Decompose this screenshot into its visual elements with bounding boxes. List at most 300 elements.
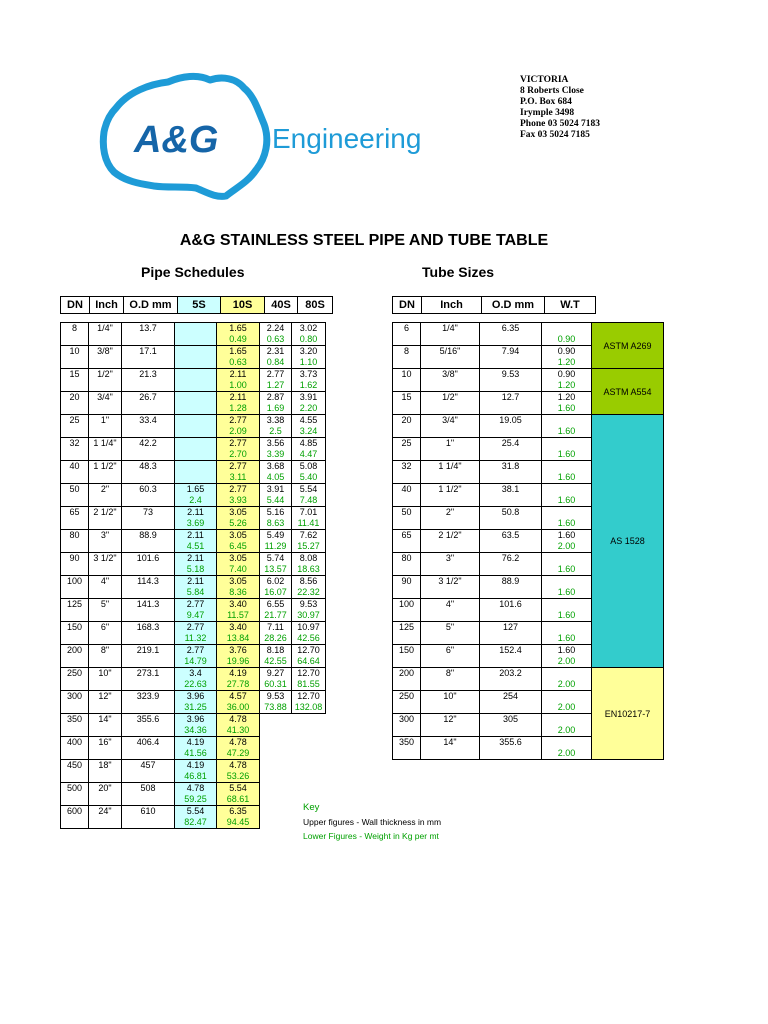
- dn-cell: 150: [393, 645, 421, 668]
- schedule-10s-cell: [217, 691, 260, 714]
- wall-thickness-cell: [542, 507, 592, 530]
- weight-value: 16.07: [264, 587, 287, 597]
- wall-thickness-value: 3.05: [229, 530, 247, 540]
- wall-thickness-value: 3.40: [229, 599, 247, 609]
- weight-value: 64.64: [297, 656, 320, 666]
- od-cell: 88.9: [122, 530, 175, 553]
- wall-thickness-value: [175, 461, 216, 472]
- schedule-5s-cell: [175, 783, 217, 806]
- wall-thickness-value: 2.11: [187, 553, 204, 563]
- table-row: [61, 392, 326, 415]
- weight-value: 94.45: [226, 817, 250, 827]
- wall-thickness-value: 2.11: [229, 369, 247, 379]
- weight-value: 0.49: [229, 334, 247, 344]
- schedule-5s-cell: [175, 484, 217, 507]
- weight-value: 27.78: [226, 679, 250, 689]
- inch-cell: 18": [89, 760, 122, 783]
- weight-value: 8.63: [266, 518, 285, 528]
- weight-value: 2.00: [557, 541, 576, 551]
- wall-thickness-value: 3.56: [266, 438, 285, 448]
- od-cell: 9.53: [480, 369, 542, 392]
- weight-value: [175, 357, 216, 368]
- weight-value: 82.47: [184, 817, 207, 827]
- standard-cell: [592, 415, 664, 668]
- od-cell: 355.6: [122, 714, 175, 737]
- wall-thickness-value: [542, 323, 591, 334]
- weight-value: 2.09: [229, 426, 247, 436]
- inch-cell: 10": [421, 691, 480, 714]
- schedule-40s-cell: [260, 599, 292, 622]
- weight-value: 2.20: [299, 403, 318, 413]
- inch-cell: 4": [421, 599, 480, 622]
- company-address: [520, 75, 600, 141]
- wall-thickness-value: [542, 507, 591, 518]
- weight-value: [175, 380, 216, 391]
- schedule-80s-cell: [292, 691, 326, 714]
- wall-thickness-value: 4.78: [229, 760, 247, 770]
- table-row: [61, 599, 326, 622]
- schedule-5s-cell: [175, 737, 217, 760]
- weight-value: 68.61: [226, 794, 250, 804]
- wall-thickness-value: 8.08: [299, 553, 318, 563]
- wall-thickness-cell: [542, 691, 592, 714]
- dn-cell: 300: [61, 691, 89, 714]
- od-cell: 73: [122, 507, 175, 530]
- od-cell: 168.3: [122, 622, 175, 645]
- schedule-10s-cell: [217, 415, 260, 438]
- wall-thickness-cell: [542, 599, 592, 622]
- wall-thickness-value: 9.27: [266, 668, 285, 678]
- weight-value: 1.00: [229, 380, 247, 390]
- weight-value: 1.60: [557, 449, 576, 459]
- ag-engineering-logo: [98, 70, 438, 202]
- weight-value: 1.28: [229, 403, 247, 413]
- weight-value: 2.00: [557, 748, 576, 758]
- od-cell: 101.6: [480, 599, 542, 622]
- dn-cell: 65: [393, 530, 421, 553]
- schedule-40s-cell: [260, 346, 292, 369]
- dn-cell: 65: [61, 507, 89, 530]
- wall-thickness-value: 3.05: [229, 507, 247, 517]
- table-row: [61, 346, 326, 369]
- wall-thickness-value: 3.02: [299, 323, 318, 333]
- wall-thickness-value: 4.85: [299, 438, 318, 448]
- weight-value: 1.20: [557, 357, 576, 367]
- weight-value: 2.00: [557, 656, 576, 666]
- od-cell: 219.1: [122, 645, 175, 668]
- wall-thickness-value: 4.57: [229, 691, 247, 701]
- weight-value: 41.30: [226, 725, 250, 735]
- weight-value: 47.29: [226, 748, 250, 758]
- weight-value: 5.84: [186, 587, 205, 597]
- schedule-10s-cell: [217, 760, 260, 783]
- wall-thickness-value: 1.60: [557, 530, 576, 540]
- weight-value: 1.60: [557, 495, 576, 505]
- wall-thickness-value: [542, 553, 591, 564]
- weight-value: 19.96: [226, 656, 250, 666]
- schedule-80s-cell: [292, 668, 326, 691]
- od-cell: 26.7: [122, 392, 175, 415]
- schedule-10s-cell: [217, 714, 260, 737]
- weight-value: 2.70: [229, 449, 247, 459]
- schedule-40s-cell: [260, 691, 292, 714]
- od-cell: 50.8: [480, 507, 542, 530]
- schedule-40s-cell: [260, 323, 292, 346]
- legend-key: [303, 801, 441, 843]
- wall-thickness-value: 7.01: [299, 507, 318, 517]
- wall-thickness-value: 2.87: [266, 392, 285, 402]
- dn-cell: 20: [61, 392, 89, 415]
- od-cell: 19.05: [480, 415, 542, 438]
- wall-thickness-value: 3.40: [229, 622, 247, 632]
- table-row: [61, 530, 326, 553]
- weight-value: 11.41: [297, 518, 320, 528]
- dn-cell: 80: [61, 530, 89, 553]
- table-row: [61, 691, 326, 714]
- wall-thickness-value: 2.31: [266, 346, 285, 356]
- schedule-5s-cell: [175, 415, 217, 438]
- od-cell: 76.2: [480, 553, 542, 576]
- wall-thickness-value: [542, 668, 591, 679]
- standard-label: AS 1528: [610, 536, 645, 546]
- table-row: [61, 323, 326, 346]
- od-cell: 355.6: [480, 737, 542, 760]
- od-cell: 508: [122, 783, 175, 806]
- col-header-od: O.D mm: [482, 297, 545, 314]
- dn-cell: 125: [61, 599, 89, 622]
- inch-cell: 6": [89, 622, 122, 645]
- wall-thickness-cell: [542, 323, 592, 346]
- inch-cell: 5": [89, 599, 122, 622]
- table-row: [61, 415, 326, 438]
- dn-cell: 250: [393, 691, 421, 714]
- od-cell: 141.3: [122, 599, 175, 622]
- weight-value: 9.47: [186, 610, 205, 620]
- schedule-40s-cell: [260, 576, 292, 599]
- schedule-10s-cell: [217, 461, 260, 484]
- wall-thickness-value: 4.78: [229, 714, 247, 724]
- wall-thickness-value: 2.77: [229, 438, 247, 448]
- dn-cell: 600: [61, 806, 89, 829]
- inch-cell: 8": [89, 645, 122, 668]
- wall-thickness-value: 3.68: [266, 461, 285, 471]
- table-row: [61, 668, 326, 691]
- weight-value: 132.08: [294, 702, 323, 712]
- wall-thickness-value: 5.74: [266, 553, 285, 563]
- wall-thickness-value: [175, 438, 216, 449]
- wall-thickness-cell: [542, 369, 592, 392]
- schedule-40s-cell: [260, 645, 292, 668]
- address-line: P.O. Box 684: [520, 97, 572, 107]
- od-cell: 457: [122, 760, 175, 783]
- od-cell: 63.5: [480, 530, 542, 553]
- weight-value: 3.69: [186, 518, 205, 528]
- wall-thickness-value: [175, 415, 216, 426]
- table-row: [393, 323, 664, 346]
- wall-thickness-value: 2.11: [229, 392, 247, 402]
- dn-cell: 350: [393, 737, 421, 760]
- weight-value: 11.57: [227, 610, 249, 620]
- weight-value: 46.81: [184, 771, 207, 781]
- pipe-header-table: [60, 296, 333, 314]
- weight-value: 15.27: [297, 541, 320, 551]
- weight-value: 1.69: [266, 403, 285, 413]
- wall-thickness-value: [542, 415, 591, 426]
- wall-thickness-value: 2.11: [187, 576, 204, 586]
- weight-value: 3.39: [266, 449, 285, 459]
- empty-cell: [260, 714, 326, 737]
- schedule-80s-cell: [292, 507, 326, 530]
- schedule-5s-cell: [175, 668, 217, 691]
- wall-thickness-value: 12.70: [297, 691, 320, 701]
- inch-cell: 1 1/2": [89, 461, 122, 484]
- wall-thickness-value: 6.02: [266, 576, 285, 586]
- schedule-5s-cell: [175, 576, 217, 599]
- inch-cell: 1/4": [421, 323, 480, 346]
- dn-cell: 50: [393, 507, 421, 530]
- schedule-10s-cell: [217, 392, 260, 415]
- weight-value: 6.45: [229, 541, 247, 551]
- key-lower-figures: Lower Figures - Weight in Kg per mt: [303, 831, 439, 841]
- dn-cell: 200: [393, 668, 421, 691]
- inch-cell: 1 1/2": [421, 484, 480, 507]
- wall-thickness-value: 1.65: [186, 484, 205, 494]
- col-header-dn: DN: [393, 297, 422, 314]
- wall-thickness-value: 5.54: [186, 806, 205, 816]
- wall-thickness-value: 4.78: [229, 737, 247, 747]
- weight-value: 30.97: [297, 610, 320, 620]
- weight-value: 22.63: [184, 679, 207, 689]
- wall-thickness-value: 3.73: [299, 369, 318, 379]
- od-cell: 101.6: [122, 553, 175, 576]
- weight-value: 0.90: [557, 334, 576, 344]
- schedule-5s-cell: [175, 553, 217, 576]
- empty-cell: [260, 760, 326, 783]
- inch-cell: 1": [89, 415, 122, 438]
- weight-value: 34.36: [184, 725, 207, 735]
- inch-cell: 3": [89, 530, 122, 553]
- wall-thickness-value: 1.65: [229, 346, 247, 356]
- empty-cell: [260, 737, 326, 760]
- wall-thickness-cell: [542, 484, 592, 507]
- inch-cell: 10": [89, 668, 122, 691]
- schedule-10s-cell: [217, 645, 260, 668]
- weight-value: [175, 403, 216, 414]
- schedule-10s-cell: [217, 806, 260, 829]
- inch-cell: 12": [421, 714, 480, 737]
- inch-cell: 1/2": [421, 392, 480, 415]
- schedule-10s-cell: [217, 323, 260, 346]
- dn-cell: 400: [61, 737, 89, 760]
- wall-thickness-value: 1.20: [557, 392, 576, 402]
- weight-value: 81.55: [297, 679, 320, 689]
- schedule-5s-cell: [175, 599, 217, 622]
- wall-thickness-value: 2.77: [229, 461, 247, 471]
- table-row: [393, 415, 664, 438]
- dn-cell: 20: [393, 415, 421, 438]
- weight-value: 5.18: [186, 564, 205, 574]
- wall-thickness-value: 2.11: [187, 507, 204, 517]
- dn-cell: 80: [393, 553, 421, 576]
- table-row: [61, 622, 326, 645]
- standard-cell: [592, 668, 664, 760]
- schedule-40s-cell: [260, 553, 292, 576]
- dn-cell: 500: [61, 783, 89, 806]
- inch-cell: 3": [421, 553, 480, 576]
- pipe-schedule-table: [60, 322, 326, 829]
- address-line: 8 Roberts Close: [520, 86, 584, 96]
- table-row: [61, 438, 326, 461]
- od-cell: 6.35: [480, 323, 542, 346]
- inch-cell: 5/16": [421, 346, 480, 369]
- col-header-od: O.D mm: [124, 297, 178, 314]
- weight-value: 0.63: [229, 357, 247, 367]
- weight-value: 11.32: [184, 633, 207, 643]
- address-line: VICTORIA: [520, 75, 569, 85]
- weight-value: 14.79: [184, 656, 207, 666]
- schedule-80s-cell: [292, 599, 326, 622]
- wall-thickness-value: 2.77: [229, 484, 247, 494]
- od-cell: 60.3: [122, 484, 175, 507]
- weight-value: 7.48: [299, 495, 318, 505]
- wall-thickness-value: 3.4: [189, 668, 202, 678]
- inch-cell: 5": [421, 622, 480, 645]
- schedule-10s-cell: [217, 668, 260, 691]
- dn-cell: 15: [61, 369, 89, 392]
- schedule-80s-cell: [292, 622, 326, 645]
- weight-value: 5.26: [229, 518, 247, 528]
- schedule-5s-cell: [175, 438, 217, 461]
- key-title: Key: [303, 802, 320, 813]
- od-cell: 12.7: [480, 392, 542, 415]
- schedule-5s-cell: [175, 714, 217, 737]
- weight-value: 1.60: [557, 633, 576, 643]
- wall-thickness-value: 5.08: [299, 461, 318, 471]
- weight-value: 2.4: [189, 495, 202, 505]
- dn-cell: 10: [61, 346, 89, 369]
- wall-thickness-value: 0.90: [557, 346, 576, 356]
- od-cell: 114.3: [122, 576, 175, 599]
- col-header-inch: Inch: [422, 297, 482, 314]
- schedule-80s-cell: [292, 553, 326, 576]
- table-row: [61, 645, 326, 668]
- schedule-40s-cell: [260, 392, 292, 415]
- weight-value: 2.00: [557, 725, 576, 735]
- od-cell: 17.1: [122, 346, 175, 369]
- od-cell: 305: [480, 714, 542, 737]
- dn-cell: 350: [61, 714, 89, 737]
- weight-value: 8.36: [229, 587, 247, 597]
- schedule-5s-cell: [175, 507, 217, 530]
- inch-cell: 8": [421, 668, 480, 691]
- table-row: [61, 369, 326, 392]
- schedule-40s-cell: [260, 438, 292, 461]
- wall-thickness-value: [542, 438, 591, 449]
- wall-thickness-value: 2.77: [186, 622, 205, 632]
- schedule-10s-cell: [217, 599, 260, 622]
- key-upper-figures: Upper figures - Wall thickness in mm: [303, 817, 442, 827]
- tube-sizes-heading: Tube Sizes: [422, 264, 495, 280]
- weight-value: [175, 449, 216, 460]
- schedule-40s-cell: [260, 530, 292, 553]
- inch-cell: 3 1/2": [89, 553, 122, 576]
- tube-header-table: [392, 296, 596, 314]
- schedule-80s-cell: [292, 369, 326, 392]
- wall-thickness-value: 2.77: [186, 599, 205, 609]
- wall-thickness-value: 3.91: [266, 484, 285, 494]
- dn-cell: 25: [393, 438, 421, 461]
- schedule-5s-cell: [175, 530, 217, 553]
- wall-thickness-value: 10.97: [297, 622, 320, 632]
- wall-thickness-value: 12.70: [297, 668, 320, 678]
- inch-cell: 6": [421, 645, 480, 668]
- wall-thickness-value: 3.20: [299, 346, 318, 356]
- standard-label: ASTM A269: [603, 340, 652, 351]
- weight-value: 1.20: [557, 380, 576, 390]
- schedule-80s-cell: [292, 415, 326, 438]
- od-cell: 88.9: [480, 576, 542, 599]
- dn-cell: 100: [393, 599, 421, 622]
- od-cell: 152.4: [480, 645, 542, 668]
- dn-cell: 125: [393, 622, 421, 645]
- od-cell: 323.9: [122, 691, 175, 714]
- logo-wordmark: Engineering: [272, 123, 422, 154]
- standard-cell: [592, 323, 664, 369]
- wall-thickness-value: 5.16: [266, 507, 285, 517]
- weight-value: 22.32: [297, 587, 320, 597]
- schedule-10s-cell: [217, 553, 260, 576]
- schedule-80s-cell: [292, 484, 326, 507]
- schedule-10s-cell: [217, 622, 260, 645]
- weight-value: 3.11: [229, 472, 247, 482]
- weight-value: 5.44: [266, 495, 285, 505]
- weight-value: 1.60: [557, 564, 576, 574]
- wall-thickness-value: [542, 576, 591, 587]
- weight-value: 2.00: [557, 679, 576, 689]
- schedule-10s-cell: [217, 737, 260, 760]
- weight-value: 42.56: [297, 633, 320, 643]
- table-row: [61, 484, 326, 507]
- wall-thickness-cell: [542, 461, 592, 484]
- wall-thickness-value: 2.11: [187, 530, 204, 540]
- wall-thickness-cell: [542, 714, 592, 737]
- schedule-10s-cell: [217, 369, 260, 392]
- schedule-80s-cell: [292, 438, 326, 461]
- table-row: [61, 507, 326, 530]
- dn-cell: 40: [393, 484, 421, 507]
- inch-cell: 2": [421, 507, 480, 530]
- wall-thickness-value: 4.55: [299, 415, 318, 425]
- wall-thickness-cell: [542, 415, 592, 438]
- weight-value: 21.77: [264, 610, 287, 620]
- table-row: [61, 714, 326, 737]
- od-cell: 42.2: [122, 438, 175, 461]
- schedule-5s-cell: [175, 691, 217, 714]
- wall-thickness-value: 2.77: [266, 369, 285, 379]
- address-line: Fax 03 5024 7185: [520, 130, 590, 140]
- weight-value: 1.60: [557, 472, 576, 482]
- wall-thickness-cell: [542, 530, 592, 553]
- schedule-80s-cell: [292, 392, 326, 415]
- dn-cell: 32: [393, 461, 421, 484]
- weight-value: 3.24: [299, 426, 318, 436]
- address-line: Irymple 3498: [520, 108, 575, 118]
- weight-value: 4.51: [186, 541, 205, 551]
- dn-cell: 450: [61, 760, 89, 783]
- od-cell: 13.7: [122, 323, 175, 346]
- schedule-5s-cell: [175, 346, 217, 369]
- wall-thickness-value: 6.35: [229, 806, 247, 816]
